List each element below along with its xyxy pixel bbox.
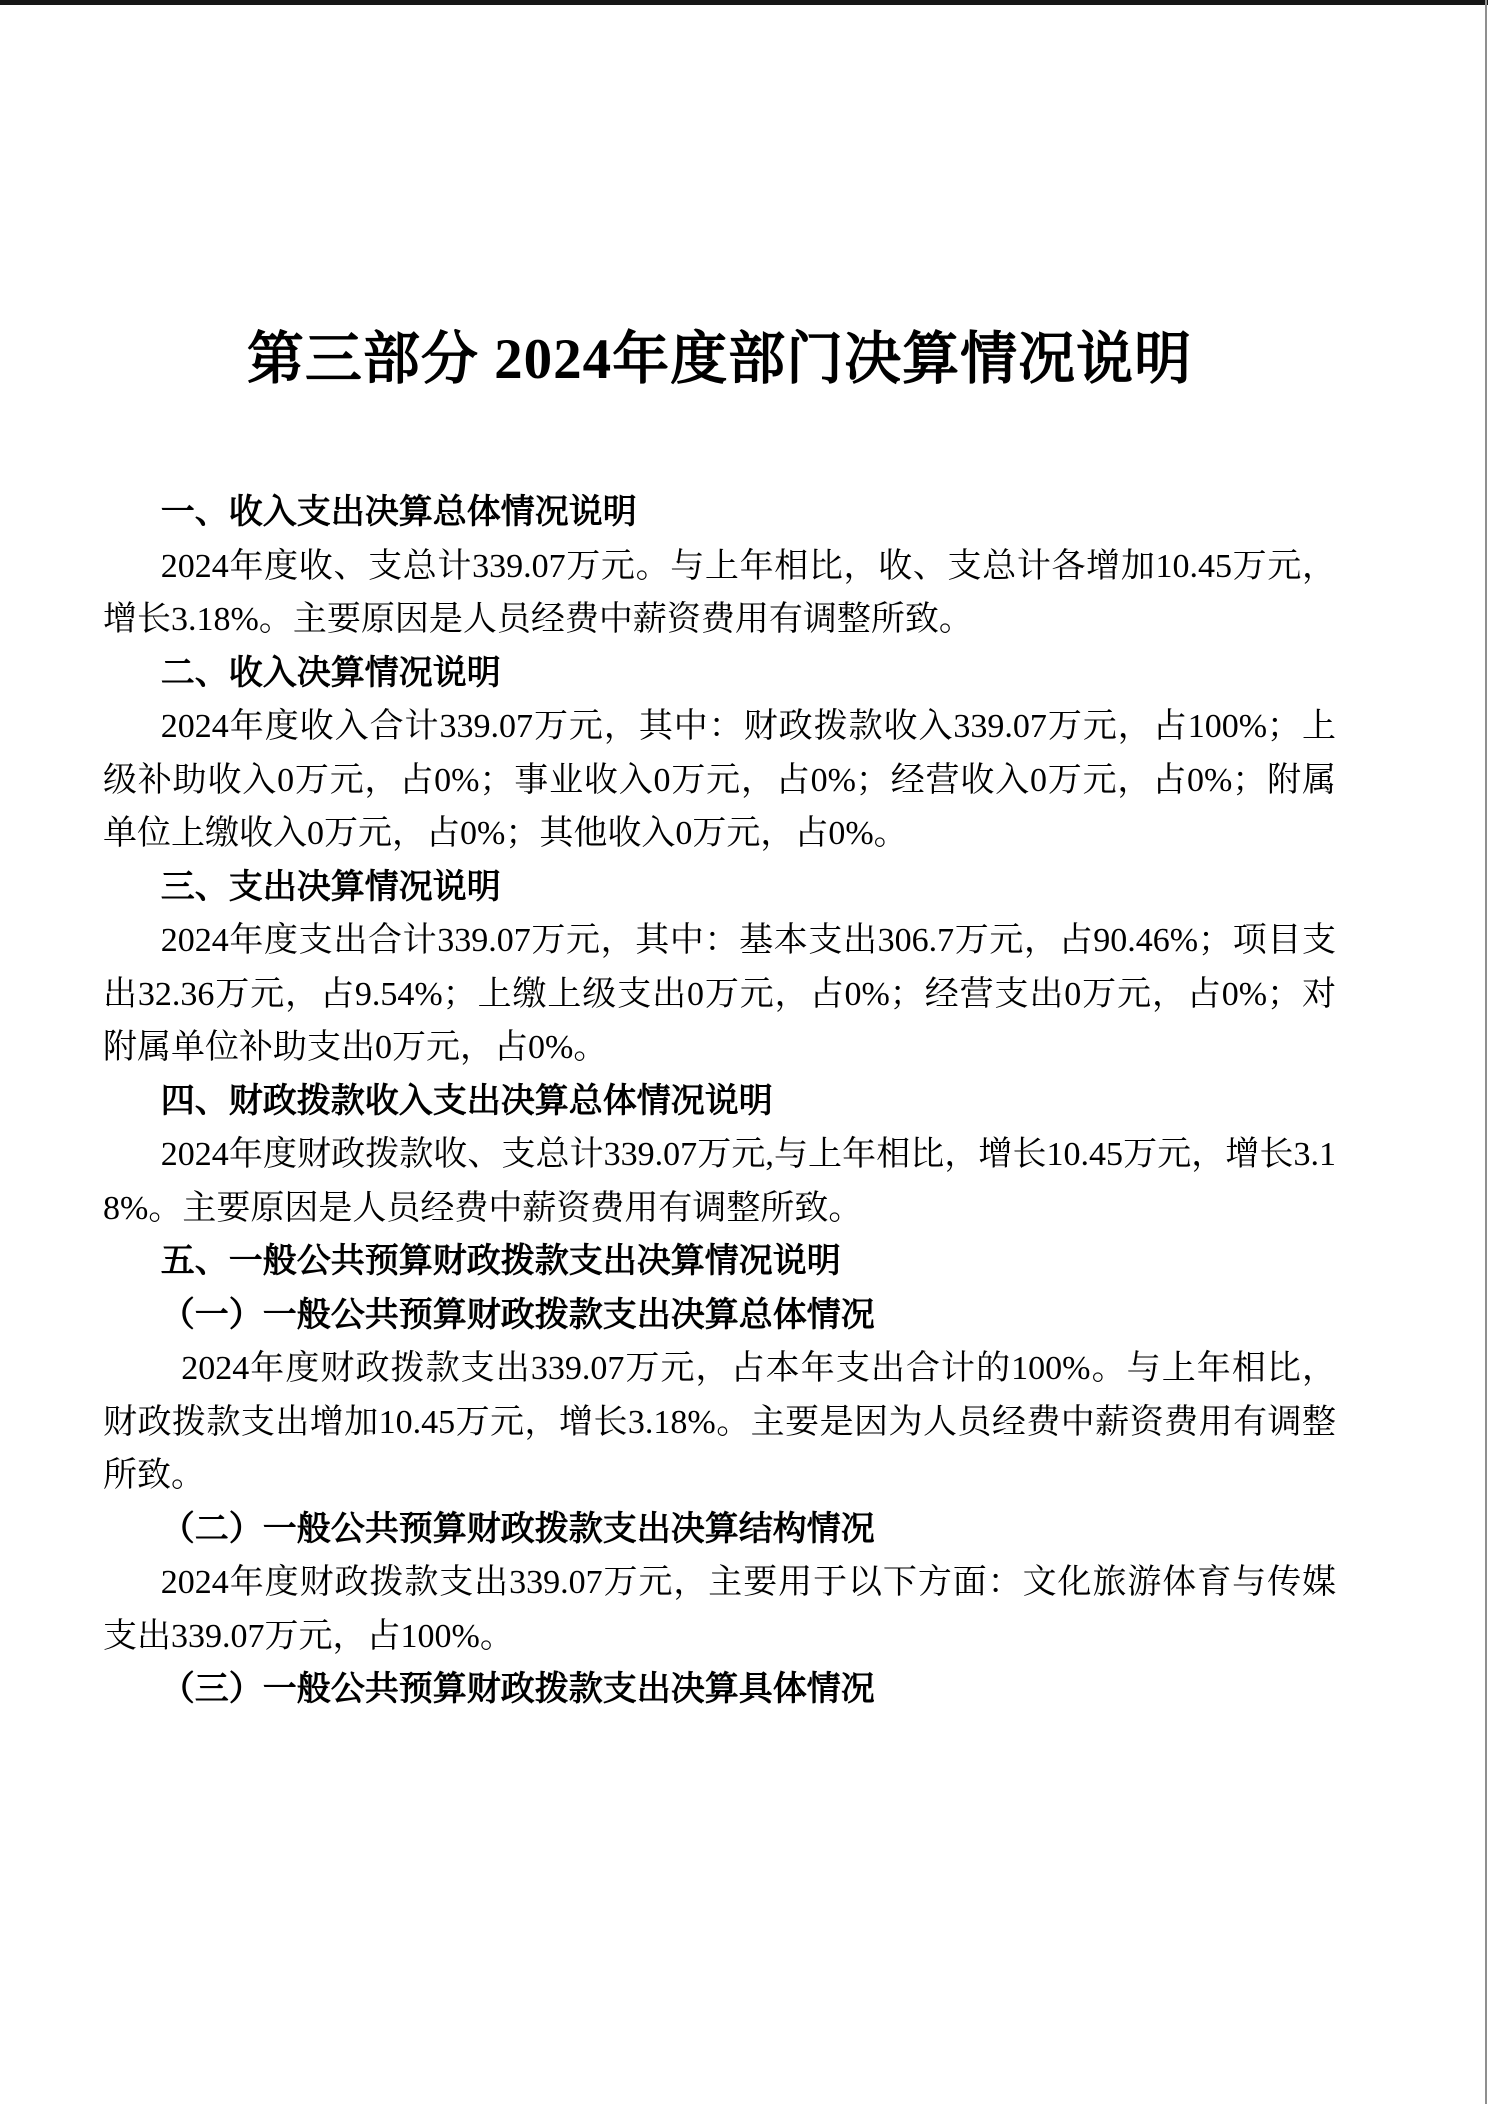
- section-2-heading: 二、收入决算情况说明: [160, 653, 501, 692]
- section-4-heading: 四、财政拨款收入支出决算总体情况说明: [160, 1081, 773, 1120]
- section-1-paragraph: 2024年度收、支总计339.07万元。与上年相比，收、支总计各增加10.45万元，增长3.18%。主要原因是人员经费中薪资费用有调整所致。: [103, 547, 1336, 638]
- subsection-1-heading: （一）一般公共预算财政拨款支出决算总体情况: [160, 1295, 875, 1334]
- section-2-paragraph: 2024年度收入合计339.07万元，其中：财政拨款收入339.07万元，占100%；上级补助收入0万元，占0%；事业收入0万元，占0%；经营收入0万元，占0%；附属单位上缴收入0万元，占0%；其他收入0万元，占0%。: [103, 708, 1336, 852]
- subsection-1-paragraph: 2024年度财政拨款支出339.07万元，占本年支出合计的100%。与上年相比，财政拨款支出增加10.45万元，增长3.18%。主要是因为人员经费中薪资费用有调整所致。: [103, 1350, 1336, 1494]
- section-5-heading: 五、一般公共预算财政拨款支出决算情况说明: [160, 1242, 841, 1280]
- subsection-2-heading: （二）一般公共预算财政拨款支出决算结构情况: [160, 1509, 875, 1548]
- section-1-heading: 一、收入支出决算总体情况说明: [160, 493, 637, 531]
- subsection-3-heading: （三）一般公共预算财政拨款支出决算具体情况: [160, 1670, 875, 1708]
- subsection-2-paragraph: 2024年度财政拨款支出339.07万元，主要用于以下方面：文化旅游体育与传媒支出339.07万元，占100%。: [103, 1564, 1336, 1655]
- document-content: [103, 322, 1336, 1717]
- section-4-paragraph: 2024年度财政拨款收、支总计339.07万元,与上年相比，增长10.45万元，增长3.18%。主要原因是人员经费中薪资费用有调整所致。: [103, 1136, 1336, 1227]
- page-top-rule: [0, 0, 1488, 5]
- page-title: 第三部分 2024年度部门决算情况说明: [246, 328, 1193, 391]
- page-right-rule: [1485, 0, 1487, 2104]
- section-3-heading: 三、支出决算情况说明: [160, 867, 501, 906]
- section-3-paragraph: 2024年度支出合计339.07万元，其中：基本支出306.7万元，占90.46%；项目支出32.36万元，占9.54%；上缴上级支出0万元，占0%；经营支出0万元，占0%；对附属单位补助支出0万元，占0%。: [103, 922, 1336, 1066]
